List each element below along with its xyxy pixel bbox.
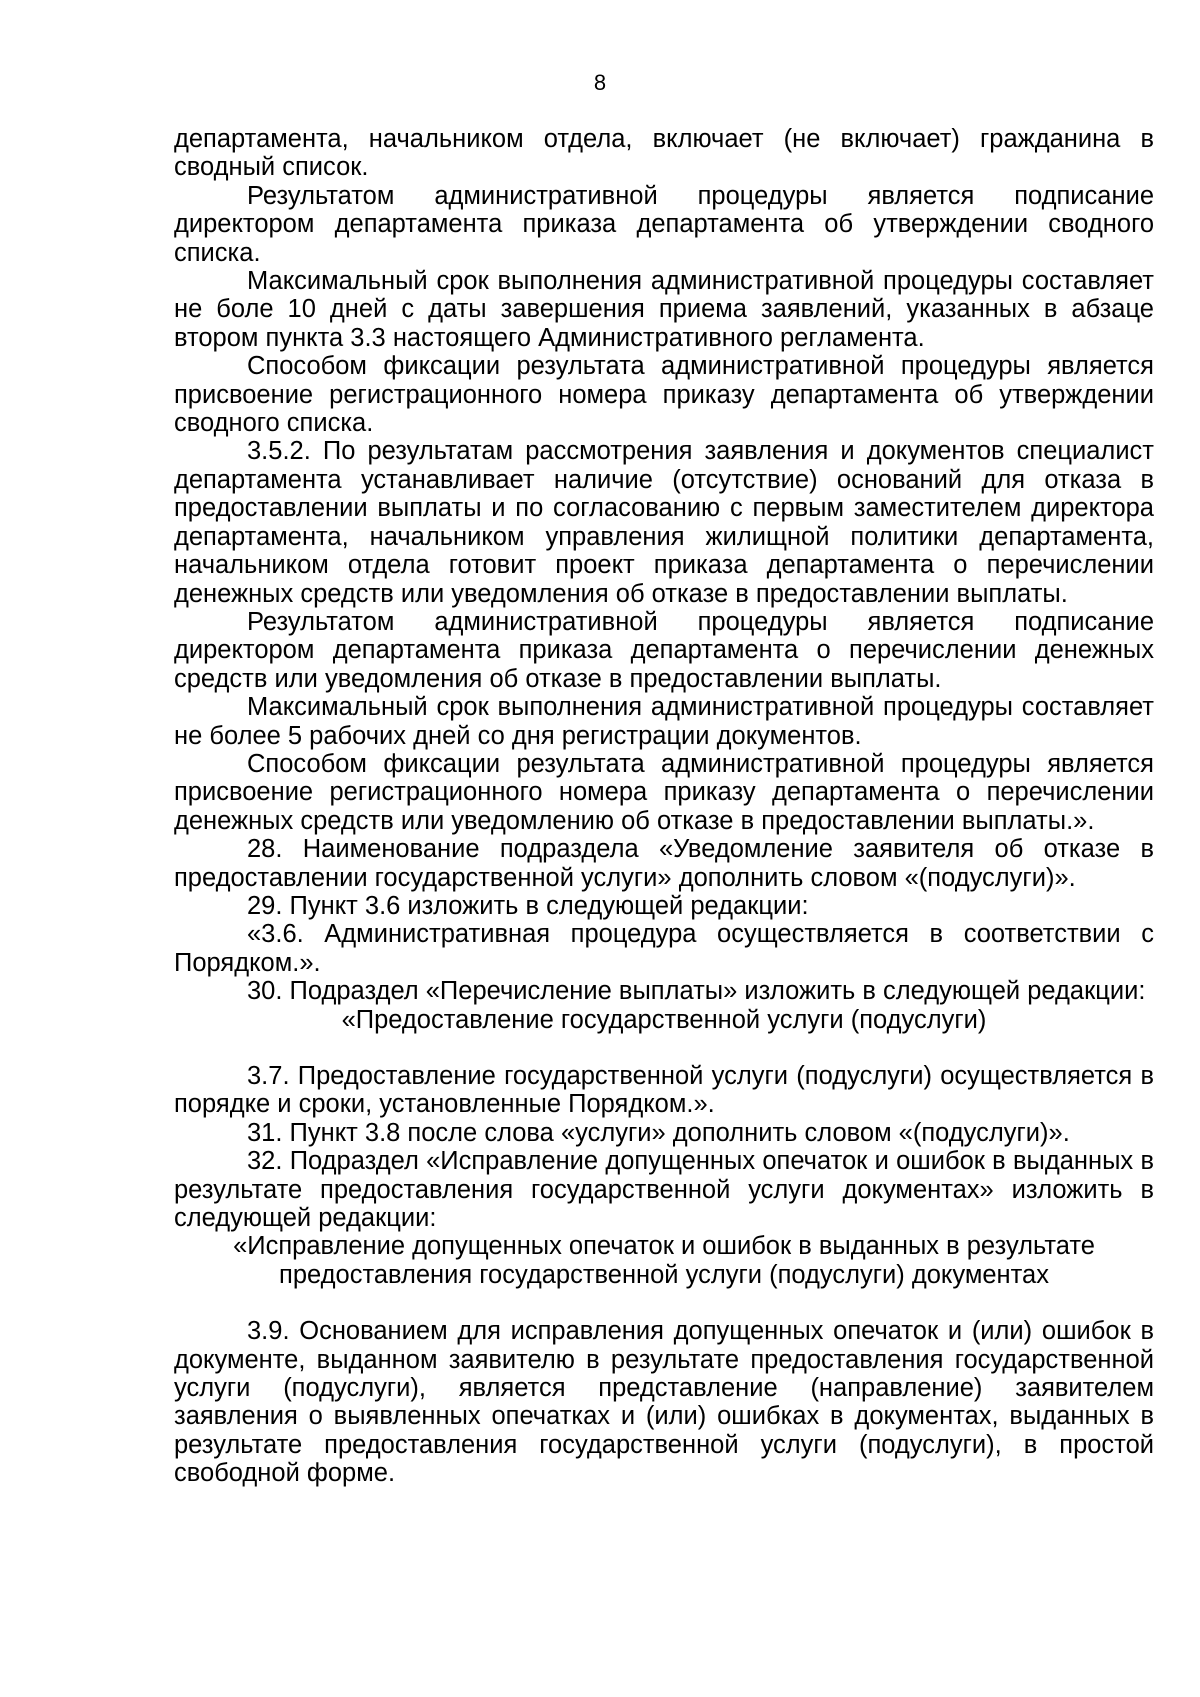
paragraph: «3.6. Административная процедура осуществляется в соответствии с Порядком.».: [174, 920, 1154, 977]
paragraph: 28. Наименование подраздела «Уведомление заявителя об отказе в предоставлении государственной услуги» дополнить словом «(подуслуги)».: [174, 835, 1154, 892]
paragraph: Результатом административной процедуры является подписание директором департамента приказа департамента о перечислении денежных средств или уведомления об отказе в предоставлении выплаты.: [174, 607, 1154, 693]
paragraph: 29. Пункт 3.6 изложить в следующей редакции:: [247, 891, 809, 920]
paragraph: 32. Подраздел «Исправление допущенных опечаток и ошибок в выданных в результате предоставления государственной услуги документах» изложить в следующей редакции:: [174, 1147, 1154, 1233]
paragraph: Максимальный срок выполнения административной процедуры составляет не более 5 рабочих дней со дня регистрации документов.: [174, 693, 1154, 750]
paragraph: Способом фиксации результата административной процедуры является присвоение регистрационного номера приказу департамента о перечислении денежных средств или уведомлению об отказе в предоставлении выплаты.».: [174, 749, 1154, 835]
paragraph: Способом фиксации результата административной процедуры является присвоение регистрационного номера приказу департамента об утверждении сводного списка.: [174, 352, 1154, 438]
paragraph: 3.9. Основанием для исправления допущенных опечаток и (или) ошибок в документе, выданном заявителю в результате предоставления государственной услуги (подуслуги), является представление (направление) заявителем заявления о выявленных опечатках и (или) ошибках в документах, выданных в результате предоставления государственной услуги (подуслуги), в простой свободной форме.: [174, 1317, 1154, 1488]
subsection-heading: «Исправление допущенных опечаток и ошибок в выданных в результате: [233, 1232, 1095, 1261]
document-body: [174, 125, 1154, 1488]
paragraph: Результатом административной процедуры является подписание директором департамента приказа департамента об утверждении сводного списка.: [174, 181, 1154, 267]
subsection-heading: «Предоставление государственной услуги (подуслуги): [341, 1005, 987, 1034]
paragraph: 3.5.2. По результатам рассмотрения заявления и документов специалист департамента устанавливает наличие (отсутствие) оснований для отказа в предоставлении выплаты и по согласованию с первым заместителем директора департамента, начальником управления жилищной политики департамента, начальником отдела готовит проект приказа департамента о перечислении денежных средств или уведомления об отказе в предоставлении выплаты.: [174, 437, 1154, 608]
paragraph: 3.7. Предоставление государственной услуги (подуслуги) осуществляется в порядке и сроки, установленные Порядком.».: [174, 1062, 1154, 1119]
page-number: 8: [593, 70, 607, 95]
paragraph: департамента, начальником отдела, включает (не включает) гражданина в сводный список.: [174, 125, 1154, 182]
paragraph: 31. Пункт 3.8 после слова «услуги» дополнить словом «(подуслуги)».: [247, 1118, 1070, 1147]
subsection-heading: предоставления государственной услуги (подуслуги) документах: [279, 1260, 1049, 1289]
paragraph: 30. Подраздел «Перечисление выплаты» изложить в следующей редакции:: [247, 977, 1146, 1006]
paragraph: Максимальный срок выполнения административной процедуры составляет не боле 10 дней с даты завершения приема заявлений, указанных в абзаце втором пункта 3.3 настоящего Административного регламента.: [174, 267, 1154, 352]
